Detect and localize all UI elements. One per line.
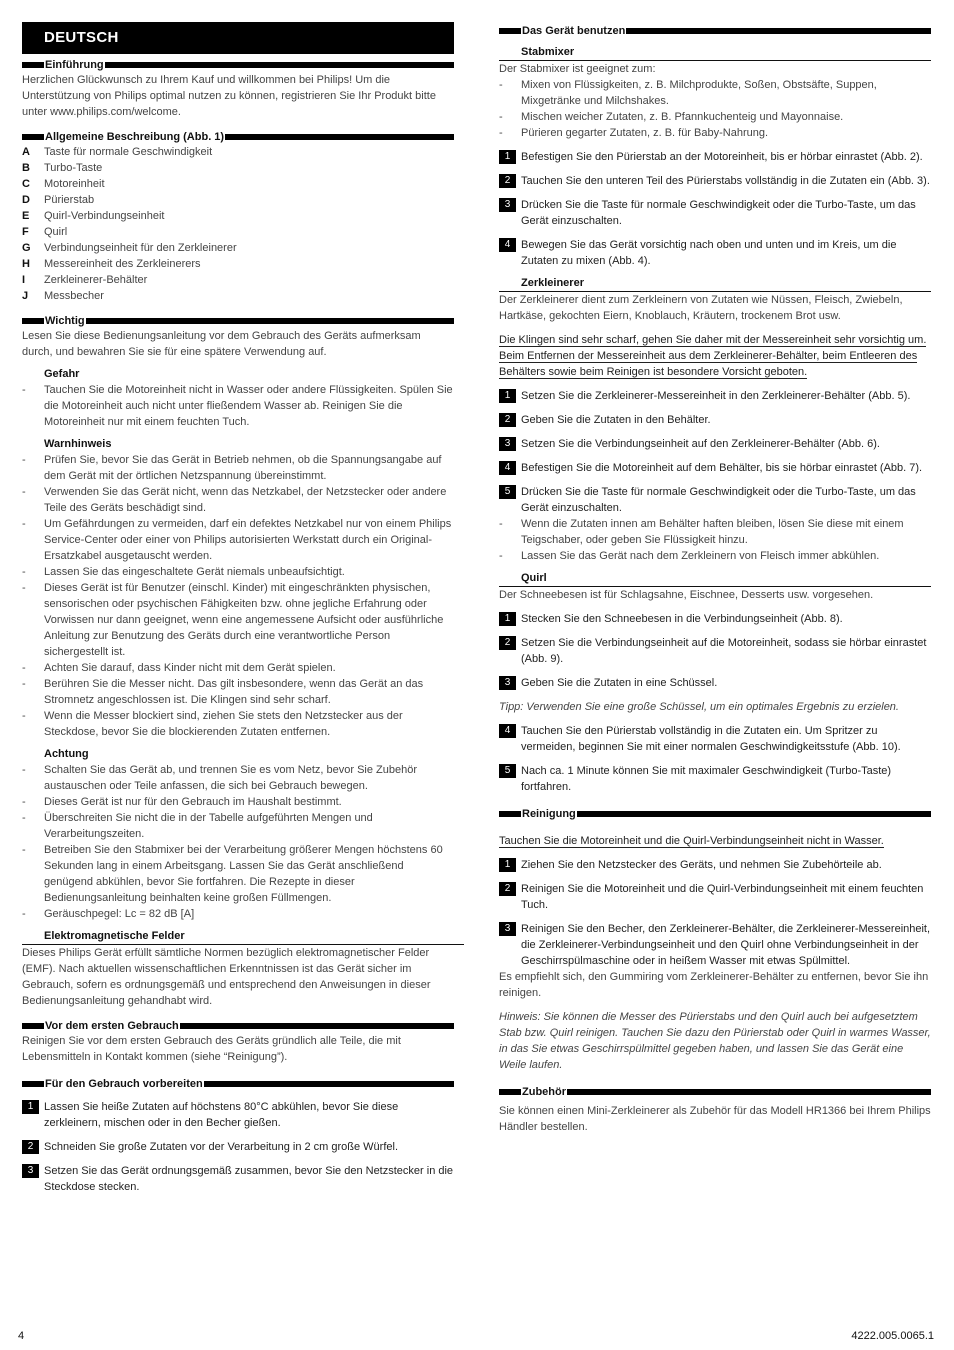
step-item (22, 1163, 454, 1195)
part-label: Quirl (44, 226, 68, 238)
step-text: Befestigen Sie den Pürierstab an der Motoreinheit, bis er hörbar einrastet (Abb. 2). (521, 151, 923, 163)
part-label: Taste für normale Geschwindigkeit (44, 146, 213, 158)
step-item (499, 173, 931, 189)
list-item-text: Geräuschpegel: Lc = 82 dB [A] (44, 908, 195, 920)
step-number: 1 (499, 612, 516, 626)
stabmixer-list (499, 77, 931, 141)
list-item (22, 382, 454, 430)
zerkleinerer-steps (499, 388, 931, 516)
part-letter: I (22, 274, 26, 286)
part-item (22, 176, 454, 192)
part-label: Verbindungseinheit für den Zerkleinerer (44, 242, 237, 254)
step-number: 1 (499, 150, 516, 164)
list-item-text: Tauchen Sie die Motoreinheit nicht in Wasser oder andere Flüssigkeiten. Spülen Sie die Motoreinheit auch nicht unter fließendem Wasser ab. Reinigen Sie die Motoreinheit nur mit einem feuchten Tuch. (44, 384, 453, 428)
part-label: Quirl-Verbindungseinheit (44, 210, 165, 222)
step-item (22, 1139, 454, 1155)
dash-bullet: - (499, 127, 503, 139)
zerkleinerer-notes (499, 516, 931, 564)
step-number: 2 (22, 1140, 39, 1154)
step-item (499, 412, 931, 428)
part-item (22, 224, 454, 240)
section-vorbereiten: Für den Gebrauch vorbereiten (22, 1077, 454, 1091)
section-wichtig: Wichtig (22, 314, 454, 328)
zerkleinerer-intro: Der Zerkleinerer dient zum Zerkleinern von Zutaten wie Nüssen, Fleisch, Zwiebeln, Hartkäse, gekochten Eiern, Knoblauch, Kräutern, trockenem Brot usw. (499, 294, 903, 322)
section-einfuehrung: Einführung (22, 58, 454, 72)
dash-bullet: - (22, 678, 26, 690)
step-item (499, 675, 931, 691)
step-text: Reinigen Sie die Motoreinheit und die Quirl-Verbindungseinheit mit einem feuchten Tuch. (521, 883, 924, 911)
list-item (22, 810, 454, 842)
part-item (22, 256, 454, 272)
step-number: 2 (499, 413, 516, 427)
step-text: Ziehen Sie den Netzstecker des Geräts, und nehmen Sie Zubehörteile ab. (521, 859, 882, 871)
list-item-text: Dieses Gerät ist für Benutzer (einschl. Kinder) mit eingeschränkten physischen, sensorischen oder psychischen Fähigkeiten bzw. ohne jegliche Erfahrung oder Vorwissen nur dann geeignet, wenn eine angemessene Aufsicht oder ausführliche Anleitung zur Benutzung des Geräts durch eine verantwortliche Person sichergestellt ist. (44, 582, 444, 658)
list-item (22, 660, 454, 676)
step-text: Befestigen Sie die Motoreinheit auf dem Behälter, bis sie hörbar einrastet (Abb. 7). (521, 462, 923, 474)
list-item-text: Lassen Sie das Gerät nach dem Zerkleinern von Fleisch immer abkühlen. (521, 550, 880, 562)
part-item (22, 144, 454, 160)
step-item (499, 436, 931, 452)
gefahr-list (22, 382, 454, 430)
achtung-list (22, 762, 454, 922)
list-item (499, 516, 931, 548)
step-item (499, 881, 931, 913)
step-text: Drücken Sie die Taste für normale Geschwindigkeit oder die Turbo-Taste, um das Gerät einzuschalten. (521, 486, 916, 514)
dash-bullet: - (22, 844, 26, 856)
list-item (22, 580, 454, 660)
step-item (499, 237, 931, 269)
wichtig-text: Lesen Sie diese Bedienungsanleitung vor dem Gebrauch des Geräts aufmerksam durch, und bewahren Sie sie für eine spätere Verwendung auf. (22, 330, 421, 358)
part-label: Zerkleinerer-Behälter (44, 274, 148, 286)
prep-steps (22, 1099, 454, 1195)
section-zubehoer: Zubehör (499, 1085, 931, 1099)
dash-bullet: - (22, 582, 26, 594)
list-item-text: Wenn die Messer blockiert sind, ziehen Sie stets den Netzstecker aus der Steckdose, bevor Sie die blockierenden Zutaten entfernen. (44, 710, 403, 738)
part-item (22, 160, 454, 176)
dash-bullet: - (499, 550, 503, 562)
step-text: Schneiden Sie große Zutaten vor der Verarbeitung in 2 cm große Würfel. (44, 1141, 399, 1153)
part-letter: C (22, 178, 30, 190)
intro-text: Herzlichen Glückwunsch zu Ihrem Kauf und willkommen bei Philips! Um die Unterstützung von Philips optimal nutzen zu können, registrieren Sie Ihr Produkt bitte unter www.philips.com/welcome. (22, 74, 436, 118)
list-item (499, 548, 931, 564)
step-text: Lassen Sie heiße Zutaten auf höchstens 80°C abkühlen, bevor Sie diese zerkleinern, mischen oder in den Becher gießen. (44, 1101, 399, 1129)
stabmixer-intro: Der Stabmixer ist geeignet zum: (499, 63, 656, 75)
list-item-text: Pürieren gegarter Zutaten, z. B. für Baby-Nahrung. (521, 127, 769, 139)
dash-bullet: - (22, 486, 26, 498)
step-number: 3 (499, 437, 516, 451)
list-item-text: Wenn die Zutaten innen am Behälter haften bleiben, lösen Sie diese mit einem Teigschaber, oder geben Sie Flüssigkeit hinzu. (521, 518, 904, 546)
step-text: Drücken Sie die Taste für normale Geschwindigkeit oder die Turbo-Taste, um das Gerät einzuschalten. (521, 199, 916, 227)
step-text: Tauchen Sie den Pürierstab vollständig in die Zutaten ein. Um Spritzer zu vermeiden, beginnen Sie mit einer normalen Geschwindigkeitsstufe (Abb. 10). (521, 725, 901, 753)
warnhinweis-list (22, 452, 454, 740)
list-item (22, 794, 454, 810)
list-item (22, 452, 454, 484)
page-number: 4 (18, 1330, 25, 1342)
list-item (22, 842, 454, 906)
list-item-text: Mixen von Flüssigkeiten, z. B. Milchprodukte, Soßen, Obstsäfte, Suppen, Mixgetränke und Milchshakes. (521, 79, 877, 107)
reinigung-steps (499, 857, 931, 969)
step-number: 1 (499, 389, 516, 403)
dash-bullet: - (22, 454, 26, 466)
dash-bullet: - (22, 812, 26, 824)
zerkleinerer-warning: Die Klingen sind sehr scharf, gehen Sie daher mit der Messereinheit sehr vorsichtig um. Beim Entfernen der Messereinheit aus dem Zerkleinerer-Behälter, beim Entleeren des Behälters sowie beim Reinigen ist besondere Vorsicht geboten. (499, 334, 927, 378)
step-number: 2 (499, 174, 516, 188)
list-item (22, 564, 454, 580)
dash-bullet: - (22, 796, 26, 808)
gefahr-heading: Gefahr (44, 368, 80, 380)
dash-bullet: - (22, 662, 26, 674)
quirl-steps-b (499, 723, 931, 795)
list-item-text: Schalten Sie das Gerät ab, und trennen Sie es vom Netz, bevor Sie Zubehör austauschen oder Teile anfassen, die sich bei Gebrauch bewegen. (44, 764, 417, 792)
step-text: Nach ca. 1 Minute können Sie mit maximaler Geschwindigkeit (Turbo-Taste) fortfahren. (521, 765, 892, 793)
left-column (22, 22, 454, 1195)
dash-bullet: - (499, 79, 503, 91)
document-code: 4222.005.0065.1 (851, 1330, 934, 1342)
part-label: Pürierstab (44, 194, 95, 206)
step-number: 5 (499, 764, 516, 778)
part-label: Turbo-Taste (44, 162, 103, 174)
part-letter: H (22, 258, 30, 270)
list-item-text: Verwenden Sie das Gerät nicht, wenn das Netzkabel, der Netzstecker oder andere Teile des Geräts beschädigt sind. (44, 486, 447, 514)
quirl-intro: Der Schneebesen ist für Schlagsahne, Eischnee, Desserts usw. vorgesehen. (499, 589, 874, 601)
step-number: 2 (499, 636, 516, 650)
step-item (499, 484, 931, 516)
list-item-text: Überschreiten Sie nicht die in der Tabelle aufgeführten Mengen und Verarbeitungszeiten. (44, 812, 373, 840)
part-letter: D (22, 194, 30, 206)
dash-bullet: - (499, 111, 503, 123)
dash-bullet: - (499, 518, 503, 530)
first-use-text: Reinigen Sie vor dem ersten Gebrauch des Geräts gründlich alle Teile, die mit Lebensmitteln in Kontakt kommen (siehe “Reinigung”). (22, 1035, 401, 1063)
part-item (22, 192, 454, 208)
part-label: Motoreinheit (44, 178, 105, 190)
dash-bullet: - (22, 518, 26, 530)
list-item-text: Lassen Sie das eingeschaltete Gerät niemals unbeaufsichtigt. (44, 566, 345, 578)
zubehoer-text: Sie können einen Mini-Zerkleinerer als Zubehör für das Modell HR1366 bei Ihrem Philips Händler bestellen. (499, 1105, 931, 1133)
section-benutzen: Das Gerät benutzen (499, 24, 931, 38)
list-item-text: Achten Sie darauf, dass Kinder nicht mit dem Gerät spielen. (44, 662, 336, 674)
parts-list (22, 144, 454, 304)
list-item (22, 516, 454, 564)
step-number: 1 (499, 858, 516, 872)
dash-bullet: - (22, 384, 26, 396)
section-reinigung: Reinigung (499, 807, 931, 821)
list-item (22, 708, 454, 740)
step-item (499, 611, 931, 627)
language-header: DEUTSCH (22, 22, 454, 54)
reinigung-warning: Tauchen Sie die Motoreinheit und die Quirl-Verbindungseinheit nicht in Wasser. (499, 835, 884, 847)
step-item (499, 763, 931, 795)
reinigung-hint: Hinweis: Sie können die Messer des Pürierstabs und den Quirl auch bei aufgesetztem Stab bzw. Quirl reinigen. Tauchen Sie dazu den Pürierstab oder Quirl in warmes Wasser, in das Sie etwas Geschirrspülmittel gegeben haben, und lassen Sie das Gerät eine Weile laufen. (499, 1011, 931, 1071)
part-letter: A (22, 146, 30, 158)
part-letter: J (22, 290, 29, 302)
step-number: 1 (22, 1100, 39, 1114)
dash-bullet: - (22, 710, 26, 722)
step-item (499, 197, 931, 229)
part-item (22, 288, 454, 304)
step-item (499, 857, 931, 873)
part-letter: F (22, 226, 29, 238)
step-number: 5 (499, 485, 516, 499)
part-label: Messereinheit des Zerkleinerers (44, 258, 201, 270)
step-item (499, 921, 931, 969)
part-letter: B (22, 162, 30, 174)
step-number: 4 (499, 724, 516, 738)
step-text: Geben Sie die Zutaten in den Behälter. (521, 414, 711, 426)
list-item-text: Dieses Gerät ist nur für den Gebrauch im Haushalt bestimmt. (44, 796, 342, 808)
part-letter: E (22, 210, 30, 222)
emf-text: Dieses Philips Gerät erfüllt sämtliche Normen bezüglich elektromagnetischer Felder (EMF). Nach aktuellen wissenschaftlichen Erkenntnissen ist das Gerät sicher im Gebrauch, sofern es ordnungsgemäß und entsprechend den Anweisungen in dieser Bedienungsanleitung gehandhabt wird. (22, 947, 431, 1007)
step-item (22, 1099, 454, 1131)
step-item (499, 723, 931, 755)
list-item (22, 484, 454, 516)
part-item (22, 240, 454, 256)
section-beschreibung: Allgemeine Beschreibung (Abb. 1) (22, 130, 454, 144)
reinigung-after: Es empfiehlt sich, den Gummiring vom Zerkleinerer-Behälter zu entfernen, bevor Sie ihn reinigen. (499, 971, 929, 999)
step-number: 3 (499, 922, 516, 936)
dash-bullet: - (22, 764, 26, 776)
section-erster-gebrauch: Vor dem ersten Gebrauch (22, 1019, 454, 1033)
quirl-heading: Quirl (499, 570, 931, 587)
step-item (499, 149, 931, 165)
step-text: Stecken Sie den Schneebesen in die Verbindungseinheit (Abb. 8). (521, 613, 843, 625)
step-text: Tauchen Sie den unteren Teil des Pürierstabs vollständig in die Zutaten ein (Abb. 3). (521, 175, 930, 187)
step-number: 2 (499, 882, 516, 896)
stabmixer-heading: Stabmixer (499, 44, 931, 61)
stabmixer-steps (499, 149, 931, 269)
list-item-text: Berühren Sie die Messer nicht. Das gilt insbesondere, wenn das Gerät an das Stromnetz angeschlossen ist. Die Klingen sind sehr scharf. (44, 678, 424, 706)
achtung-heading: Achtung (44, 748, 89, 760)
step-text: Reinigen Sie den Becher, den Zerkleinerer-Behälter, die Zerkleinerer-Messereinheit, die Zerkleinerer-Verbindungseinheit und den Quirl ohne Verbindungseinheit in der Geschirrspülmaschine oder in heißem Wasser mit etwas Spülmittel. (521, 923, 931, 967)
quirl-steps-a (499, 611, 931, 691)
step-number: 4 (499, 461, 516, 475)
step-text: Bewegen Sie das Gerät vorsichtig nach oben und unten und im Kreis, um die Zutaten zu mixen (Abb. 4). (521, 239, 897, 267)
part-label: Messbecher (44, 290, 104, 302)
list-item-text: Um Gefährdungen zu vermeiden, darf ein defektes Netzkabel nur von einem Philips Service-Center oder einer von Philips autorisierten Werkstatt durch ein Original-Ersatzkabel ausgetauscht werden. (44, 518, 452, 562)
list-item (22, 676, 454, 708)
warnhinweis-heading: Warnhinweis (44, 438, 112, 450)
step-text: Setzen Sie die Zerkleinerer-Messereinheit in den Zerkleinerer-Behälter (Abb. 5). (521, 390, 911, 402)
step-text: Setzen Sie die Verbindungseinheit auf die Motoreinheit, sodass sie hörbar einrastet (Abb. 9). (521, 637, 927, 665)
right-column (499, 22, 931, 1135)
list-item (499, 109, 931, 125)
step-item (499, 388, 931, 404)
step-item (499, 635, 931, 667)
list-item (22, 906, 454, 922)
emf-heading: Elektromagnetische Felder (22, 928, 464, 945)
list-item (22, 762, 454, 794)
dash-bullet: - (22, 566, 26, 578)
step-number: 3 (499, 198, 516, 212)
list-item-text: Betreiben Sie den Stabmixer bei der Verarbeitung größerer Mengen höchstens 60 Sekunden lang in einem Arbeitsgang. Lassen Sie das Gerät anschließend genügend abkühlen, bevor Sie fortfahren. Die Rezepte in dieser Bedienungsanleitung beinhalten keine großen Füllmengen. (44, 844, 443, 904)
list-item (499, 125, 931, 141)
part-item (22, 272, 454, 288)
zerkleinerer-heading: Zerkleinerer (499, 275, 931, 292)
step-item (499, 460, 931, 476)
step-text: Setzen Sie das Gerät ordnungsgemäß zusammen, bevor Sie den Netzstecker in die Steckdose stecken. (44, 1165, 454, 1193)
step-text: Setzen Sie die Verbindungseinheit auf den Zerkleinerer-Behälter (Abb. 6). (521, 438, 880, 450)
list-item-text: Prüfen Sie, bevor Sie das Gerät in Betrieb nehmen, ob die Spannungsangabe auf dem Gerät mit der örtlichen Netzspannung übereinstimmt. (44, 454, 442, 482)
step-number: 4 (499, 238, 516, 252)
quirl-tip: Tipp: Verwenden Sie eine große Schüssel, um ein optimales Ergebnis zu erzielen. (499, 701, 899, 713)
part-letter: G (22, 242, 31, 254)
dash-bullet: - (22, 908, 26, 920)
list-item (499, 77, 931, 109)
part-item (22, 208, 454, 224)
list-item-text: Mischen weicher Zutaten, z. B. Pfannkuchenteig und Mayonnaise. (521, 111, 844, 123)
step-number: 3 (499, 676, 516, 690)
step-text: Geben Sie die Zutaten in eine Schüssel. (521, 677, 718, 689)
step-number: 3 (22, 1164, 39, 1178)
